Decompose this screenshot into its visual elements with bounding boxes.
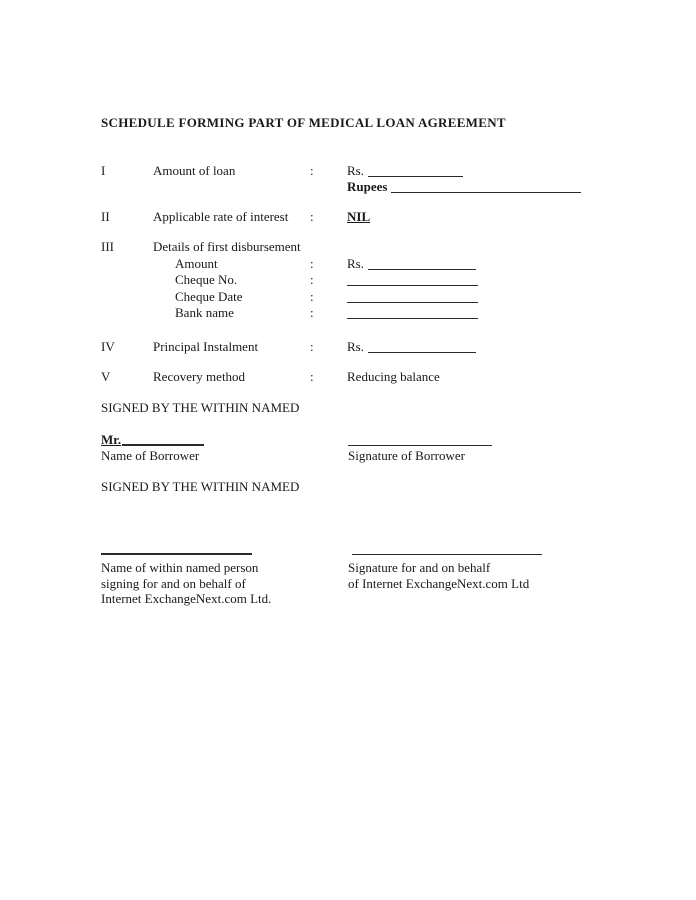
item-value [347, 162, 595, 179]
item-colon: : [310, 272, 314, 287]
blank-line [347, 306, 478, 319]
sub-item-label: Cheque Date [175, 288, 243, 304]
blank-line [352, 542, 542, 555]
item-colon: : [310, 162, 314, 178]
blank-line [368, 340, 476, 353]
item-value [347, 304, 595, 321]
blank-line [368, 257, 476, 270]
item-colon: : [310, 338, 314, 354]
rs-prefix: Rs. [347, 255, 364, 271]
sub-item-label: Bank name [175, 305, 234, 320]
item-numeral: V [101, 369, 111, 384]
borrower-signature-row [101, 430, 595, 448]
item-label: Details of first disbursement [153, 239, 301, 254]
item-value [347, 178, 595, 195]
signed-heading-2: SIGNED BY THE WITHIN NAMED [101, 479, 300, 494]
borrower-name-label: Name of Borrower [101, 447, 200, 463]
item-label: Amount of loan [153, 162, 236, 178]
item-value [347, 255, 595, 272]
borrower-signature-label: Signature of Borrower [348, 447, 465, 463]
schedule-item-principal-instalment [101, 338, 595, 355]
blank-line [368, 164, 463, 177]
item-colon: : [310, 208, 314, 224]
rs-prefix: Rs. [347, 338, 364, 354]
disbursement-sub-row-cheque-date [101, 288, 595, 305]
document-title: SCHEDULE FORMING PART OF MEDICAL LOAN AGREEMENT [101, 115, 506, 130]
schedule-item-first-disbursement [101, 239, 595, 255]
schedule-item-recovery-method [101, 369, 595, 385]
item-numeral: IV [101, 338, 115, 354]
item-label: Applicable rate of interest [153, 208, 289, 224]
company-signature-label [348, 560, 595, 591]
company-name-line-2: signing for and on behalf of [101, 575, 246, 591]
schedule-item-rupees-line [101, 178, 595, 195]
item-numeral: I [101, 162, 106, 178]
item-colon: : [310, 255, 314, 271]
item-colon: : [310, 369, 314, 384]
blank-line [347, 290, 478, 303]
disbursement-sub-row-amount [101, 255, 595, 272]
mr-prefix: Mr. [101, 432, 122, 447]
disbursement-sub-row-bank-name [101, 304, 595, 321]
item-value [347, 271, 595, 288]
company-signature-line-2: of Internet ExchangeNext.com Ltd [348, 575, 530, 591]
company-signature-line-1: Signature for and on behalf [348, 560, 491, 575]
sub-item-label: Amount [175, 255, 218, 271]
borrower-name-line [101, 430, 348, 448]
item-label: Recovery method [153, 369, 246, 384]
item-value [347, 338, 595, 355]
company-name-line-3: Internet ExchangeNext.com Ltd. [101, 591, 272, 606]
rupees-prefix: Rupees [347, 179, 388, 194]
company-signature-row [101, 539, 595, 557]
disbursement-sub-row-cheque-no [101, 271, 595, 288]
blank-line [101, 541, 252, 555]
item-numeral: III [101, 239, 114, 254]
item-value: NIL [347, 208, 371, 224]
item-numeral: II [101, 208, 110, 224]
sub-item-label: Cheque No. [175, 272, 238, 287]
borrower-signature-line [348, 431, 595, 448]
item-colon: : [310, 305, 314, 320]
signed-heading-1: SIGNED BY THE WITHIN NAMED [101, 399, 300, 415]
company-name-label [101, 560, 348, 607]
blank-line [347, 273, 478, 286]
company-labels-row [101, 560, 595, 607]
document-content [101, 0, 595, 607]
schedule-item-amount-of-loan [101, 162, 595, 179]
borrower-labels-row [101, 448, 595, 464]
company-name-line-1: Name of within named person [101, 560, 259, 575]
schedule-item-rate-of-interest [101, 209, 595, 225]
item-colon: : [310, 288, 314, 304]
item-value [347, 288, 595, 305]
blank-line [391, 180, 581, 193]
item-value: Reducing balance [347, 369, 440, 384]
blank-line [348, 433, 492, 446]
item-label: Principal Instalment [153, 338, 259, 354]
blank-line [122, 432, 204, 446]
rs-prefix: Rs. [347, 162, 364, 178]
